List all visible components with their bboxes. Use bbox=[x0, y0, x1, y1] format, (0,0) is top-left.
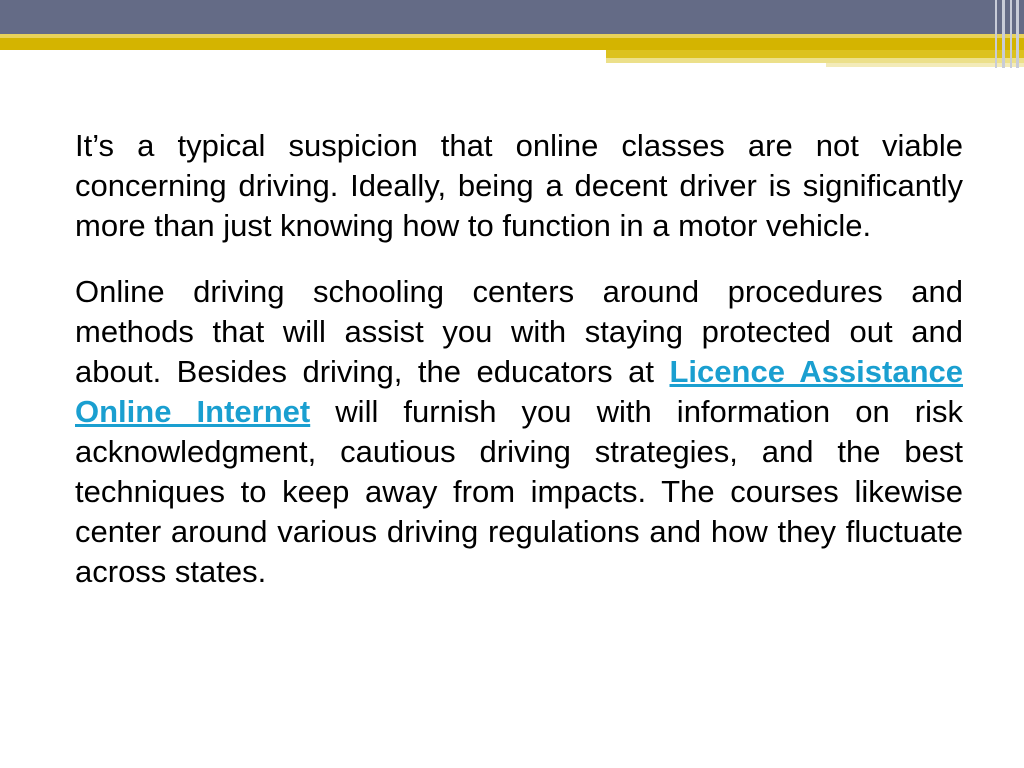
paragraph-intro: It’s a typical suspicion that online classes are not viable concerning driving. Ideally, being a decent driver is significantly more than just knowing how to function in a motor vehicle. bbox=[75, 128, 963, 243]
header-band bbox=[0, 0, 1024, 34]
paragraph-details bbox=[75, 272, 963, 592]
header-vertical-stripe bbox=[1002, 0, 1005, 68]
licence-assistance-link[interactable]: Licence Assistance Online Internet bbox=[75, 354, 963, 429]
header-vertical-stripe bbox=[1016, 0, 1019, 68]
slide-body bbox=[75, 126, 963, 618]
paragraph-details-lead: Online driving schooling centers around procedures and methods that will assist you with staying protected out and about. Besides driving, the educators at bbox=[75, 274, 963, 389]
paragraph-details-tail: will furnish you with information on risk acknowledgment, cautious driving strategies, and the best techniques to keep away from impacts. The courses likewise center around various driving regulations and how they fluctuate across states. bbox=[75, 394, 963, 589]
header-gold-step bbox=[606, 50, 1024, 58]
header-vertical-stripe bbox=[1010, 0, 1012, 68]
header-vertical-stripe bbox=[995, 0, 997, 68]
header-gold-highlight bbox=[0, 34, 1024, 38]
